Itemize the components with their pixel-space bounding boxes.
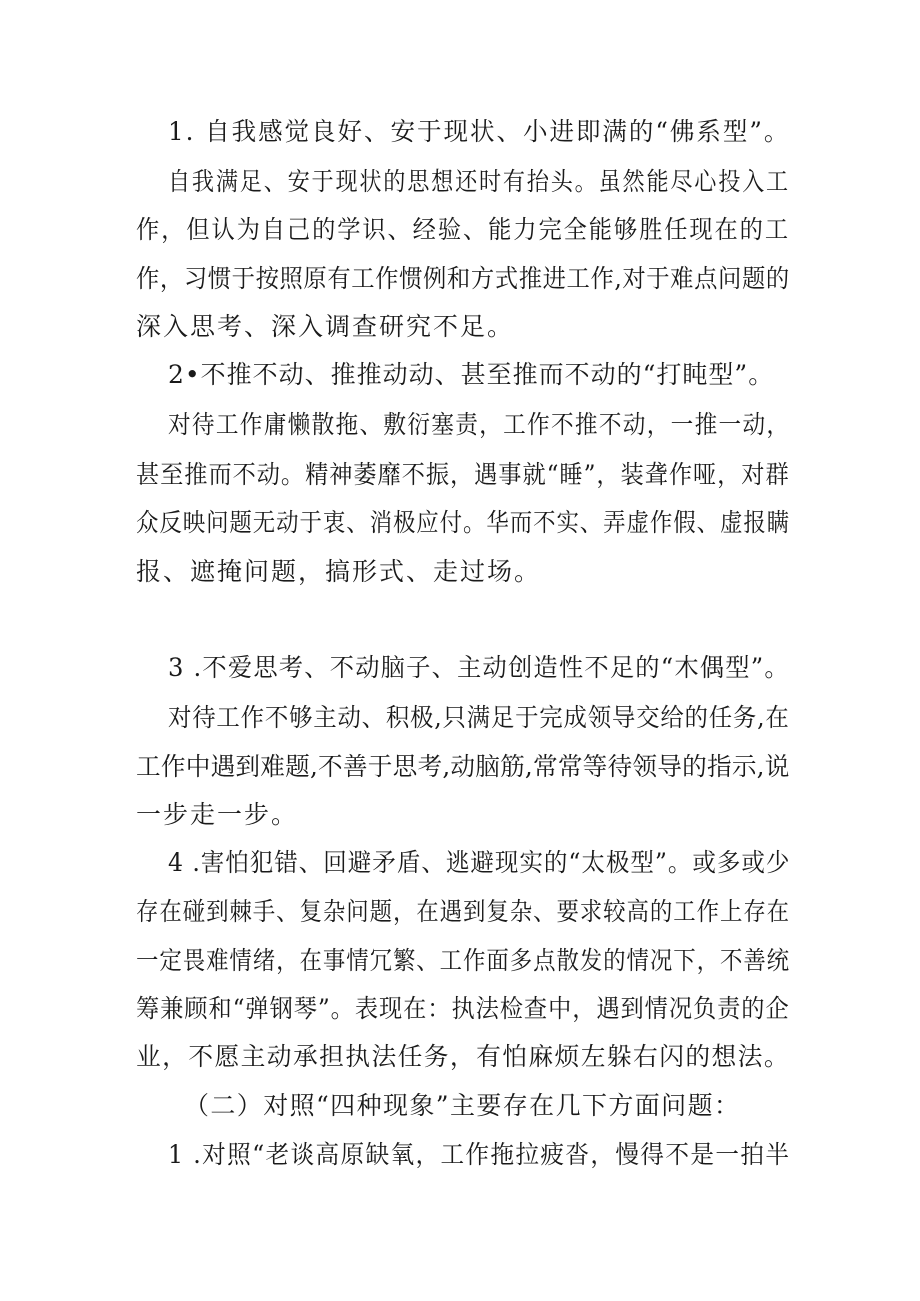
paragraph-line: 对待工作不够主动、积极,只满足于完成领导交给的任务,在 bbox=[168, 703, 790, 732]
heading-item-1: 1. 自我感觉良好、安于现状、小进即满的“佛系型”。 bbox=[168, 117, 791, 146]
heading-item-3: 3 .不爱思考、不动脑子、主动创造性不足的“木偶型”。 bbox=[168, 653, 790, 682]
paragraph-line: 业，不愿主动承担执法任务，有怕麻烦左躲右闪的想法。 bbox=[136, 1042, 791, 1071]
paragraph-line: 自我满足、安于现状的思想还时有抬头。虽然能尽心投入工 bbox=[168, 167, 790, 196]
paragraph-line: 报、遮掩问题，搞形式、走过场。 bbox=[136, 557, 542, 586]
paragraph-line: 一步走一步。 bbox=[136, 800, 299, 829]
heading-item-4: 4 .害怕犯错、回避矛盾、逃避现实的“太极型”。或多或少 bbox=[168, 848, 791, 877]
heading-item-2: 2•不推不动、推推动动、甚至推而不动的“打盹型”。 bbox=[168, 360, 775, 389]
paragraph-line: 深入思考、深入调查研究不足。 bbox=[136, 312, 515, 341]
paragraph-line: 众反映问题无动于衷、消极应付。华而不实、弄虚作假、虚报瞒 bbox=[136, 508, 791, 537]
paragraph-line: 工作中遇到难题,不善于思考,动脑筋,常常等待领导的指示,说 bbox=[136, 752, 790, 781]
paragraph-line: 筹兼顾和“弹钢琴”。表现在：执法检查中，遇到情况负责的企 bbox=[136, 994, 790, 1023]
paragraph-line: 作，但认为自己的学识、经验、能力完全能够胜任现在的工 bbox=[136, 215, 790, 244]
section-heading: （二）对照“四种现象”主要存在几下方面问题： bbox=[184, 1091, 741, 1120]
paragraph-line: 存在碰到棘手、复杂问题，在遇到复杂、要求较高的工作上存在 bbox=[136, 897, 791, 926]
heading-item-1b: 1 .对照“老谈高原缺氧，工作拖拉疲沓，慢得不是一拍半 bbox=[168, 1140, 791, 1169]
paragraph-line: 甚至推而不动。精神萎靡不振，遇事就“睡”，装聋作哑，对群 bbox=[136, 460, 790, 489]
paragraph-line: 一定畏难情绪，在事情冗繁、工作面多点散发的情况下，不善统 bbox=[136, 946, 791, 975]
paragraph-line: 对待工作庸懒散拖、敷衍塞责，工作不推不动，一推一动， bbox=[168, 410, 791, 439]
paragraph-line: 作，习惯于按照原有工作惯例和方式推进工作,对于难点问题的 bbox=[136, 264, 790, 293]
